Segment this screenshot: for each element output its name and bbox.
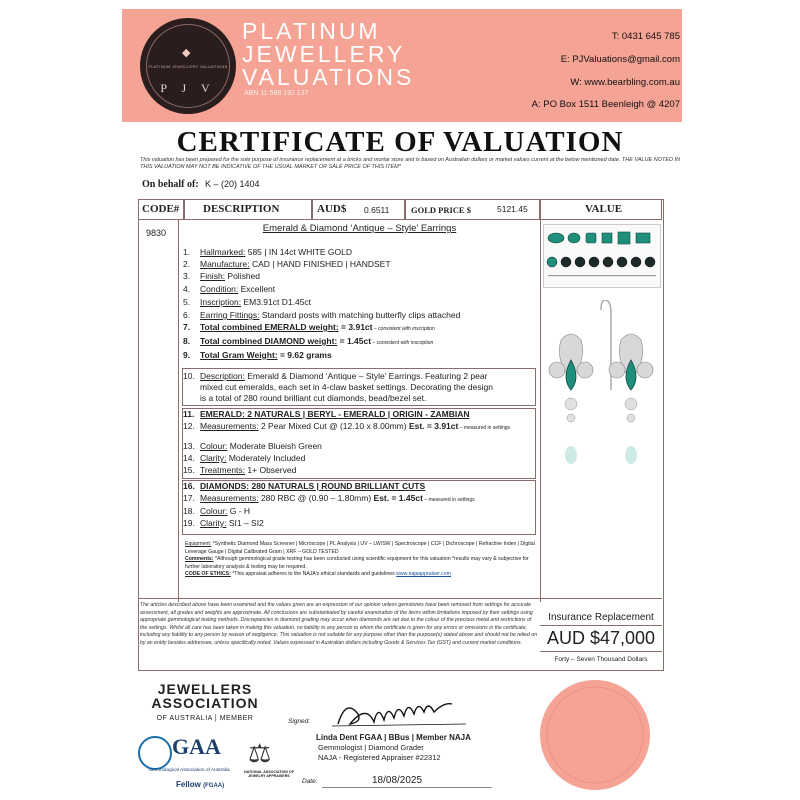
insurance-amount: AUD $47,000 bbox=[540, 625, 662, 652]
official-seal bbox=[540, 680, 650, 790]
behalf-label: On behalf of: bbox=[142, 179, 199, 190]
contact-address: A: PO Box 1511 Beenleigh @ 4207 bbox=[531, 99, 680, 110]
date-underline bbox=[322, 787, 492, 788]
contact-phone: T: 0431 645 785 bbox=[611, 31, 680, 42]
attribute-row: 2. Manufacture: CAD | HAND FINISHED | HANDSET bbox=[183, 259, 391, 269]
signer-role-1: Gemmologist | Diamond Grader bbox=[318, 743, 424, 752]
attribute-row: 3. Finish: Polished bbox=[183, 271, 261, 281]
diamond-clarity: 19. Clarity: SI1 – SI2 bbox=[183, 518, 264, 528]
emerald-clarity: 14. Clarity: Moderately Included bbox=[183, 453, 306, 463]
attribute-row: 8. Total combined DIAMOND weight: = 1.45ct – consistent with inscription bbox=[183, 336, 434, 346]
attribute-row: 6. Earring Fittings: Standard posts with matching butterfly clips attached bbox=[183, 310, 461, 320]
scales-icon: ⚖ bbox=[248, 738, 272, 768]
attribute-row: 1. Hallmarked: 585 | IN 14ct WHITE GOLD bbox=[183, 247, 352, 257]
emerald-colour: 13. Colour: Moderate Blueish Green bbox=[183, 441, 322, 451]
gold-header-cell bbox=[405, 199, 540, 220]
attribute-row: 9. Total Gram Weight: = 9.62 grams bbox=[183, 350, 332, 360]
gold-label: GOLD PRICE $ bbox=[411, 205, 471, 215]
brand-name: PLATINUM JEWELLERY VALUATIONS bbox=[242, 18, 415, 90]
insurance-value-box bbox=[540, 612, 662, 663]
jaa-logo: JEWELLERS ASSOCIATION OF AUSTRALIA | MEMBER bbox=[151, 681, 259, 722]
emerald-treatments: 15. Treatments: 1+ Observed bbox=[183, 465, 297, 475]
naja-logo-text: NATIONAL ASSOCIATION OF JEWELRY APPRAISERS bbox=[244, 770, 294, 778]
emerald-heading: 11. EMERALD: 2 NATURALS | BERYL - EMERALD | ORIGIN - ZAMBIAN bbox=[183, 409, 470, 419]
earrings-photo bbox=[543, 300, 659, 480]
divider bbox=[138, 598, 662, 599]
logo-monogram: P J V bbox=[160, 81, 216, 95]
signer-role-2: NAJA - Registered Appraiser #22312 bbox=[318, 753, 441, 762]
signer-name: Linda Dent FGAA | BBus | Member NAJA bbox=[316, 733, 471, 742]
aud-header-cell bbox=[312, 199, 405, 220]
gaa-logo: GAA bbox=[172, 734, 221, 759]
diamond-icon: ◆ bbox=[182, 46, 191, 59]
naja-link[interactable]: www.najaappraiser.com bbox=[396, 571, 451, 577]
diamond-measurements: 17. Measurements: 280 RBC @ (0.90 – 1.80mm) Est. = 1.45ct – measured in settings bbox=[183, 493, 475, 503]
diamond-heading: 16. DIAMONDS: 280 NATURALS | ROUND BRILLIANT CUTS bbox=[183, 481, 426, 491]
description-line-2: mixed cut emeralds, each set in 4-claw basket settings. Decorating the design bbox=[200, 382, 493, 392]
fellow-label: Fellow (FGAA) bbox=[176, 780, 225, 789]
contact-email[interactable]: E: PJValuations@gmail.com bbox=[560, 54, 680, 65]
aud-label: AUD$ bbox=[317, 203, 347, 215]
insurance-label: Insurance Replacement bbox=[548, 612, 654, 623]
emerald-measurements: 12. Measurements: 2 Pear Mixed Cut @ (12.10 x 8.00mm) Est. = 3.91ct – measured in settings bbox=[183, 421, 511, 431]
abn-number: ABN 11 588 192 137 bbox=[244, 90, 309, 97]
description-row: 10. Description: Emerald & Diamond ‘Antique – Style’ Earrings. Featuring 2 pear bbox=[183, 371, 488, 381]
value-header: VALUE bbox=[585, 203, 623, 215]
logo-text: PLATINUM JEWELLERY VALUATIONS bbox=[148, 64, 228, 69]
document-title: CERTIFICATE OF VALUATION bbox=[176, 126, 624, 158]
gem-cuts-chart bbox=[544, 225, 660, 287]
pjv-logo bbox=[140, 18, 236, 114]
desc-header: DESCRIPTION bbox=[203, 203, 280, 215]
attribute-row: 5. Inscription: EM3.91ct D1.45ct bbox=[183, 297, 312, 307]
diamond-colour: 18. Colour: G - H bbox=[183, 506, 251, 516]
disclaimer: The articles described above have been examined and the values given are an expression of our opinion unless gemstones have been removed from settings for accurate assessment, all grades and weights are approximate. All conclusions are substantiated by careful examination of the items within limitations imposed by their settings using appropriate gemmological testing methods. Discrepancies in diamond grading may occur when diamonds are set due to the colour of the precious metal and restrictions of the settings. Whilst all care has been taken in making this valuation, no liability to any person to whom the certificate is given for any errors or omissions in the certificate, including any liability to any person by reason of negligence. This valuation is not suitable for any purpose other than the purpose(s) stated above and should not be relied on by an entity besides addressee, unless specifically noted. Values expressed in Australian dollars including Goods & Services Tax (GST) and current market conditions. bbox=[140, 602, 538, 646]
desc-header-cell bbox=[184, 199, 312, 220]
earrings-image bbox=[543, 300, 659, 480]
equipment-notes: Equipment: *Synthetic Diamond Mass Screener | Microscope | PL Analysis | UV – LW/SW | Spectroscope | CCF | Dichroscope | Refractive Index | Digital Leverage Gauge | Digital Calibrated Gram | XRF – GOLD TESTED Comments: *Although gemmological grade testing has been conducted using scientific equipment for this valuation *results may vary & subjective for further laboratory analysis & testing may be required. CODE OF ETHICS: *This appraisal adheres to the NAJA’s ethical standards and guidelines www.najaappraiser.com bbox=[185, 541, 535, 577]
gem-cut-legend bbox=[543, 224, 661, 288]
signed-label: Signed: bbox=[288, 718, 311, 725]
aud-value: 0.6511 bbox=[364, 205, 390, 215]
value-header-cell bbox=[540, 199, 662, 220]
contact-web[interactable]: W: www.bearbling.com.au bbox=[570, 77, 680, 88]
item-code: 9830 bbox=[146, 228, 167, 238]
date-value: 18/08/2025 bbox=[372, 775, 423, 786]
code-header-cell bbox=[138, 199, 184, 220]
code-header: CODE# bbox=[142, 203, 180, 215]
attribute-row: 7. Total combined EMERALD weight: = 3.91ct – consistent with inscription bbox=[183, 322, 435, 332]
attribute-row: 4. Condition: Excellent bbox=[183, 284, 276, 294]
item-title: Emerald & Diamond ‘Antique – Style’ Earrings bbox=[262, 223, 457, 234]
intro-text: This valuation has been prepared for the sole purpose of insurance replacement at a bricks and mortar store and is based on Australian dollars or market values current at the below mentioned date. THE VALUE NOTED IN THIS VALUATION MAY NOT BE INDICATIVE OF THE USUAL MARKET OR SALE PRICE OF THIS ITEM* bbox=[140, 157, 680, 170]
gaa-emblem-icon bbox=[138, 736, 172, 770]
value-column-divider bbox=[540, 220, 541, 602]
gaa-subtitle: Gemmological Association of Australia bbox=[148, 768, 230, 773]
seal-icon bbox=[540, 680, 650, 790]
insurance-words: Forty – Seven Thousand Dollars bbox=[554, 656, 648, 663]
date-label: Date: bbox=[302, 778, 318, 785]
code-column bbox=[138, 220, 179, 602]
description-line-3: is a total of 280 round brilliant cut diamonds, bead/bezel set. bbox=[200, 393, 427, 403]
behalf-value: K – (20) 1404 bbox=[205, 179, 260, 189]
signature bbox=[330, 696, 470, 730]
gold-value: 5121.45 bbox=[497, 204, 528, 214]
